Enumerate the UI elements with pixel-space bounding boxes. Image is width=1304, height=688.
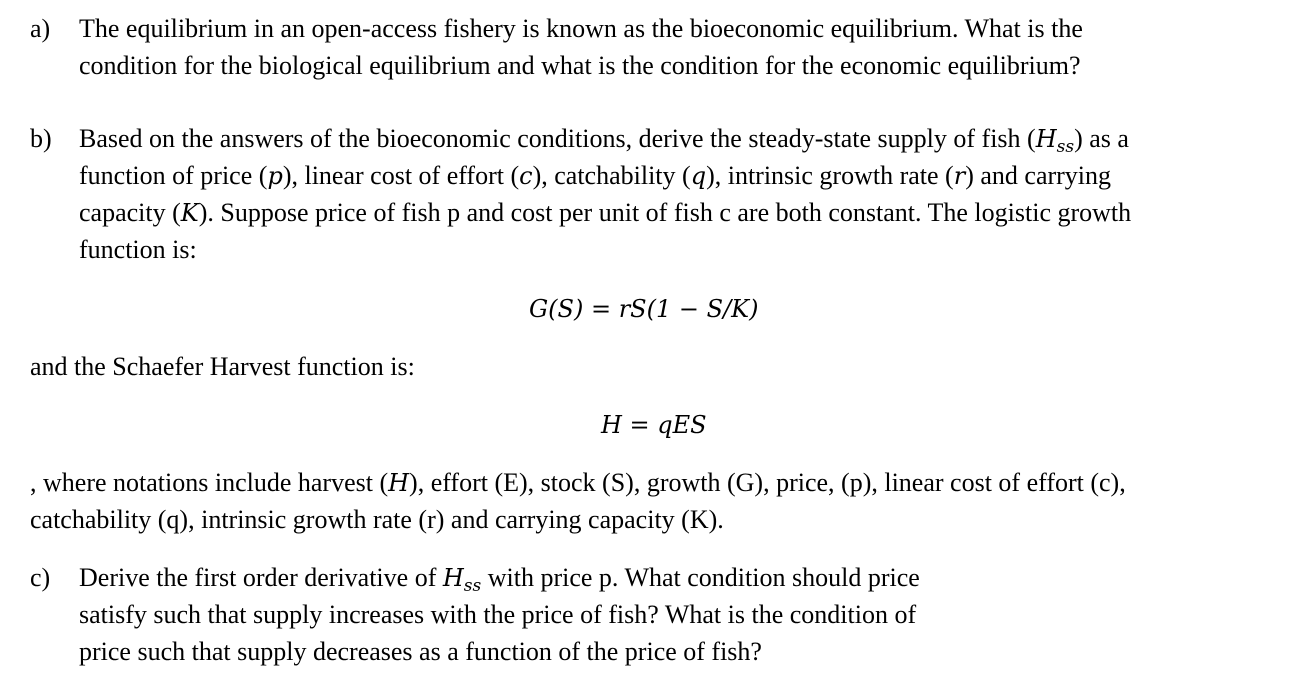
part-b-line-1	[79, 124, 1129, 162]
logistic-growth-equation: G(S) = rS(1 − S/K)	[529, 295, 759, 323]
part-b-line-3	[79, 198, 1131, 228]
notation-line-1	[30, 468, 1126, 498]
symbol-c: c	[519, 162, 533, 190]
hss-symbol: H	[442, 564, 464, 592]
text-segment: ), linear cost of effort (	[282, 161, 520, 190]
text-segment: Derive the first order derivative of	[79, 563, 443, 592]
part-a-label: a)	[30, 14, 51, 43]
text-segment: with price p. What condition should price	[481, 563, 920, 592]
part-a-line-1: The equilibrium in an open-access fishery is known as the bioeconomic equilibrium. What is the	[79, 14, 1083, 43]
hss-subscript: ss	[463, 576, 482, 596]
symbol-K: K	[180, 199, 199, 227]
text-segment: , where notations include harvest (	[30, 468, 389, 497]
symbol-q: q	[690, 162, 707, 190]
part-b-line-4: function is:	[79, 235, 197, 264]
symbol-r: r	[953, 162, 966, 190]
part-c-line-2: satisfy such that supply increases with the price of fish? What is the condition of	[79, 600, 917, 629]
text-segment: ) and carrying	[965, 161, 1112, 190]
symbol-p: p	[267, 162, 283, 190]
text-segment: ), catchability (	[532, 161, 691, 190]
part-b-line-1-end: ) as a	[1074, 124, 1129, 153]
part-c-line-1	[79, 563, 920, 601]
part-b-line-2	[79, 161, 1111, 191]
text-segment: ), effort (E), stock (S), growth (G), price, (p), linear cost of effort (c),	[409, 468, 1126, 497]
symbol-H: H	[388, 469, 410, 497]
part-a-line-2: condition for the biological equilibrium and what is the condition for the economic equilibrium?	[79, 51, 1081, 80]
text-segment: function of price (	[79, 161, 268, 190]
text-segment: capacity (	[79, 198, 181, 227]
schaefer-intro: and the Schaefer Harvest function is:	[30, 352, 415, 381]
text-segment: ). Suppose price of fish p and cost per unit of fish c are both constant. The logistic growth	[198, 198, 1132, 227]
notation-line-2: catchability (q), intrinsic growth rate (r) and carrying capacity (K).	[30, 505, 724, 534]
text-segment: ), intrinsic growth rate (	[706, 161, 954, 190]
part-b-line-1-text: Based on the answers of the bioeconomic conditions, derive the steady-state supply of fish (	[79, 124, 1036, 153]
hss-subscript: ss	[1056, 137, 1075, 157]
part-c-line-3: price such that supply decreases as a function of the price of fish?	[79, 637, 762, 666]
schaefer-harvest-equation: H = qES	[601, 411, 707, 439]
part-c-label: c)	[30, 563, 51, 592]
hss-symbol: H	[1035, 125, 1057, 153]
part-b-label: b)	[30, 124, 52, 153]
